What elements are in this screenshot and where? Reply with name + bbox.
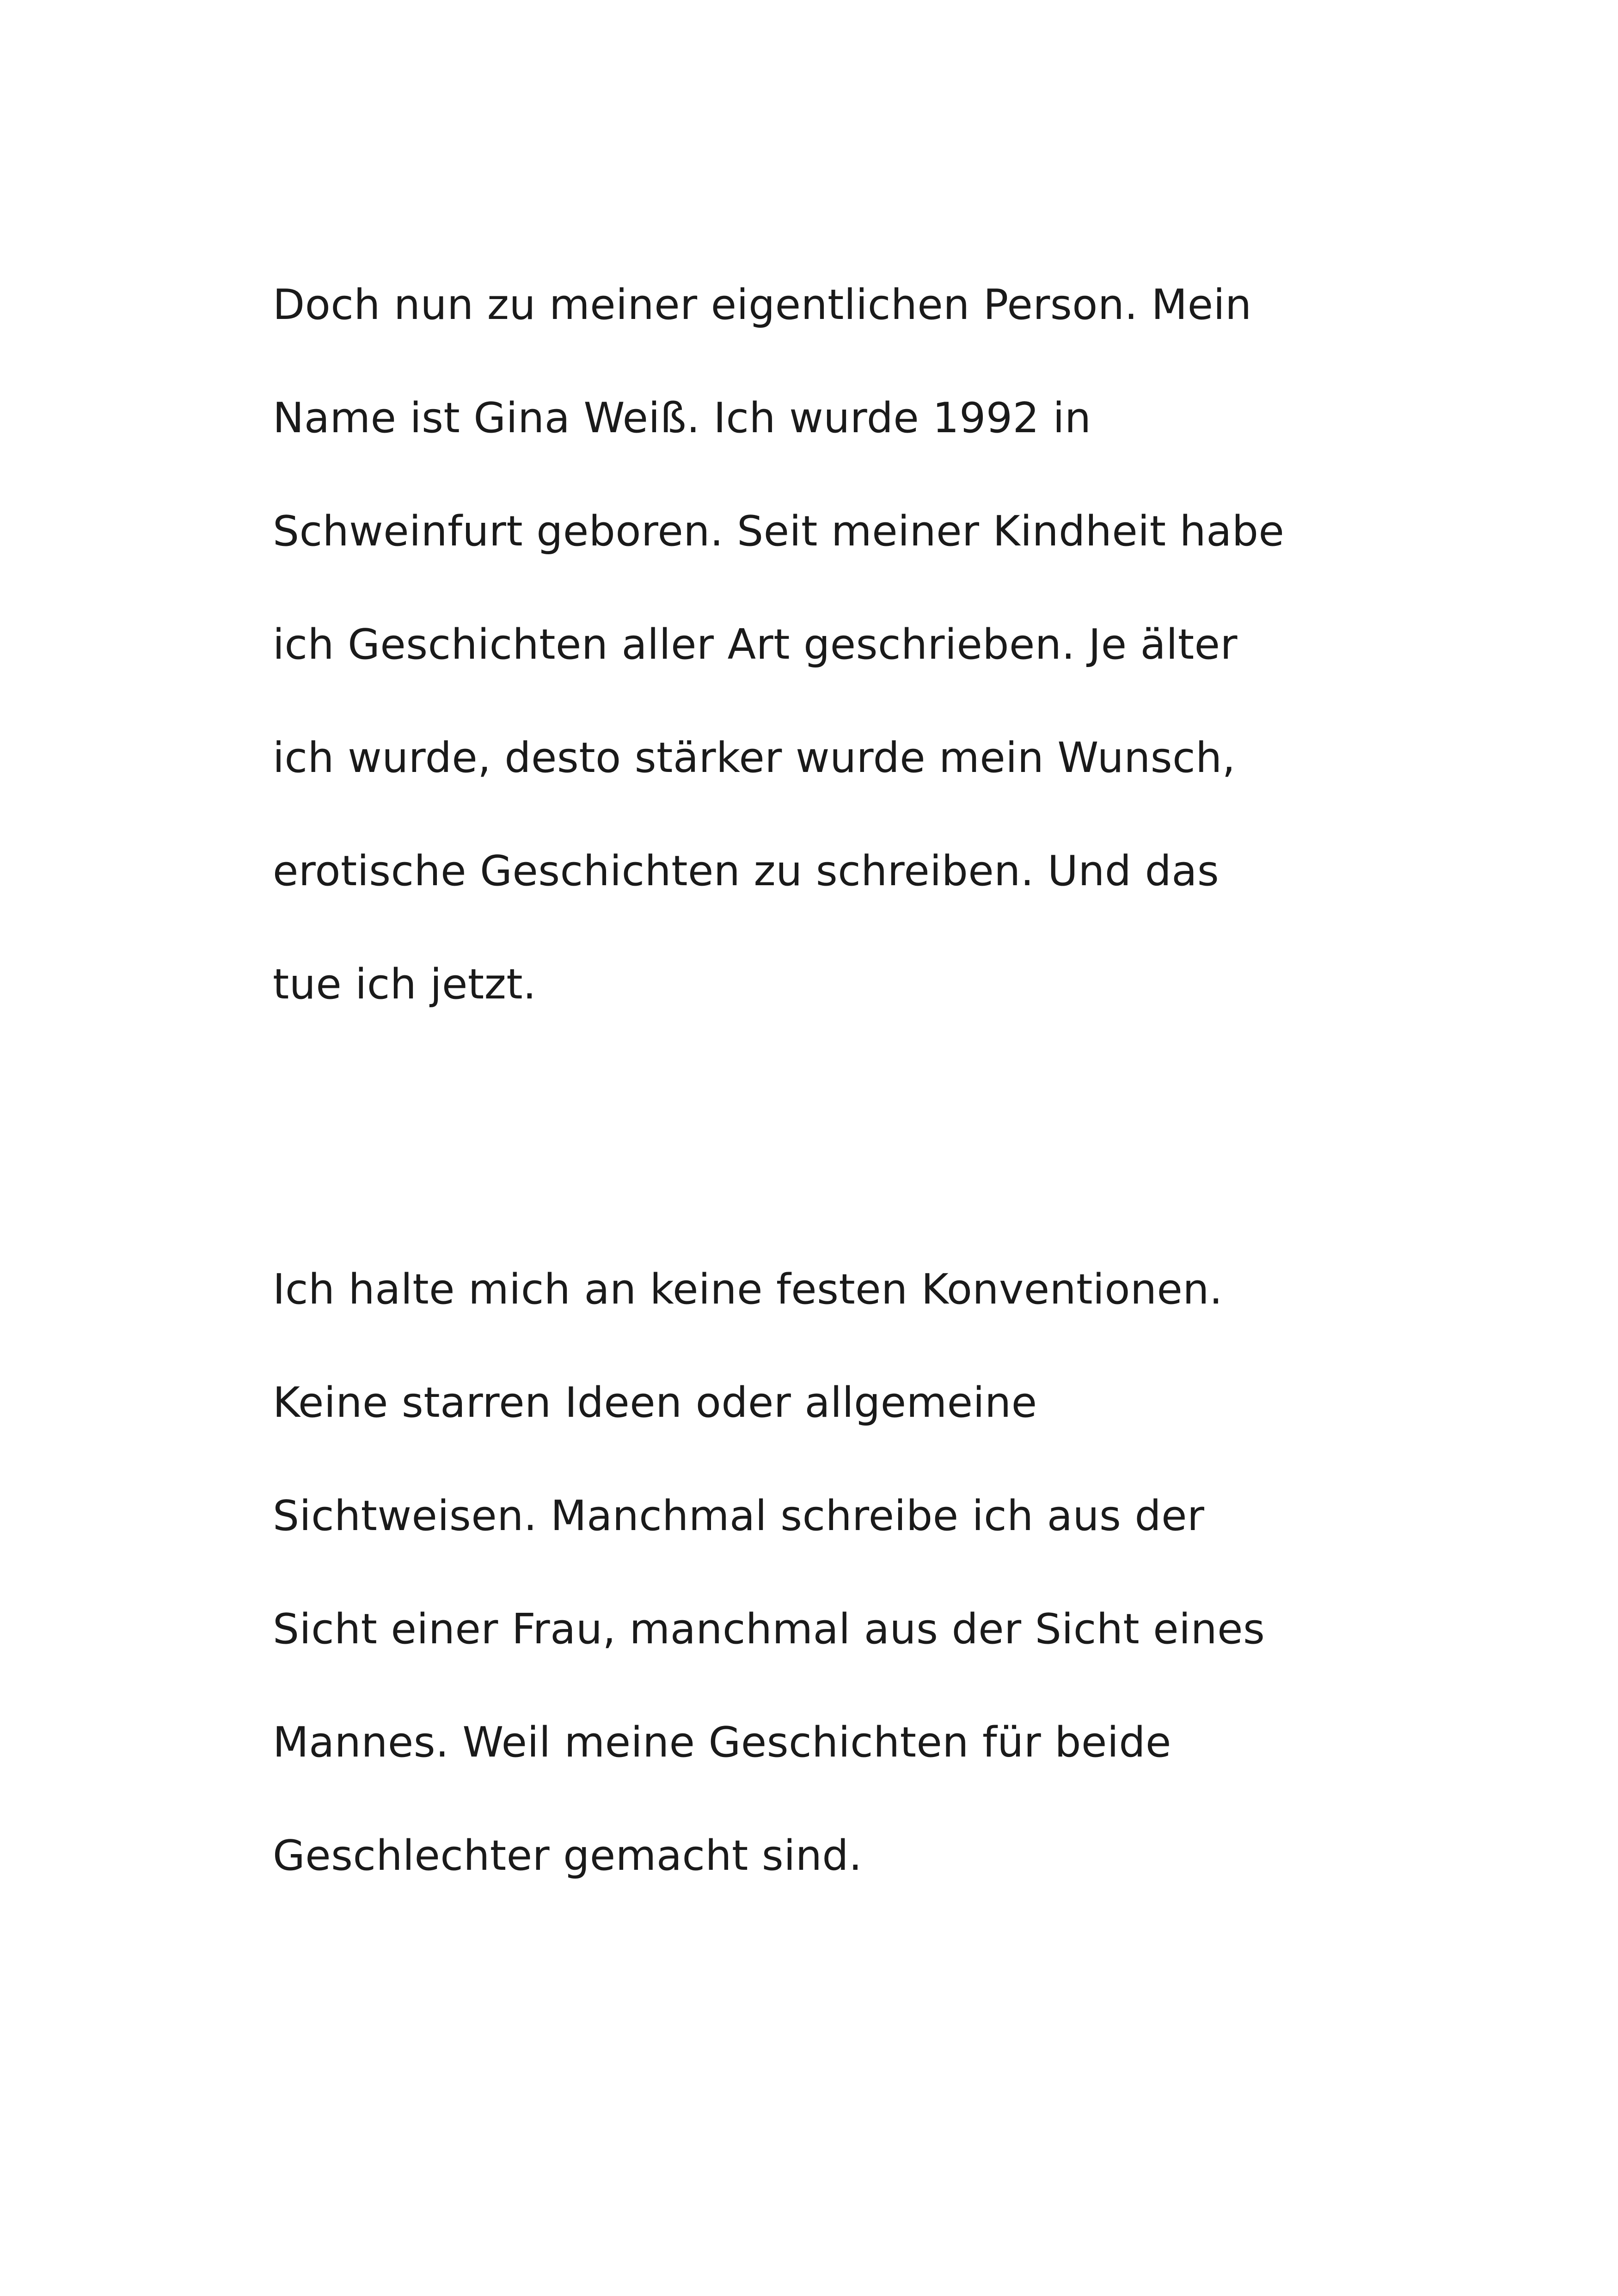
text-line: Sichtweisen. Manchmal schreibe ich aus der bbox=[273, 1492, 1205, 1540]
text-line: Sicht einer Frau, manchmal aus der Sicht eines bbox=[273, 1605, 1265, 1653]
text-line: ich Geschichten aller Art geschrieben. Je älter bbox=[273, 620, 1238, 669]
text-line: tue ich jetzt. bbox=[273, 960, 537, 1009]
text-line: ich wurde, desto stärker wurde mein Wunsch, bbox=[273, 734, 1236, 782]
text-line: Name ist Gina Weiß. Ich wurde 1992 in bbox=[273, 394, 1091, 442]
text-line: Ich halte mich an keine festen Konventionen. bbox=[273, 1265, 1223, 1314]
text-line: Keine starren Ideen oder allgemeine bbox=[273, 1378, 1037, 1427]
text-line: erotische Geschichten zu schreiben. Und das bbox=[273, 847, 1220, 895]
text-line: Doch nun zu meiner eigentlichen Person. Mein bbox=[273, 281, 1252, 329]
text-line: Schweinfurt geboren. Seit meiner Kindheit habe bbox=[273, 507, 1285, 556]
text-line: Geschlechter gemacht sind. bbox=[273, 1831, 863, 1880]
text-line: Mannes. Weil meine Geschichten für beide bbox=[273, 1718, 1171, 1767]
